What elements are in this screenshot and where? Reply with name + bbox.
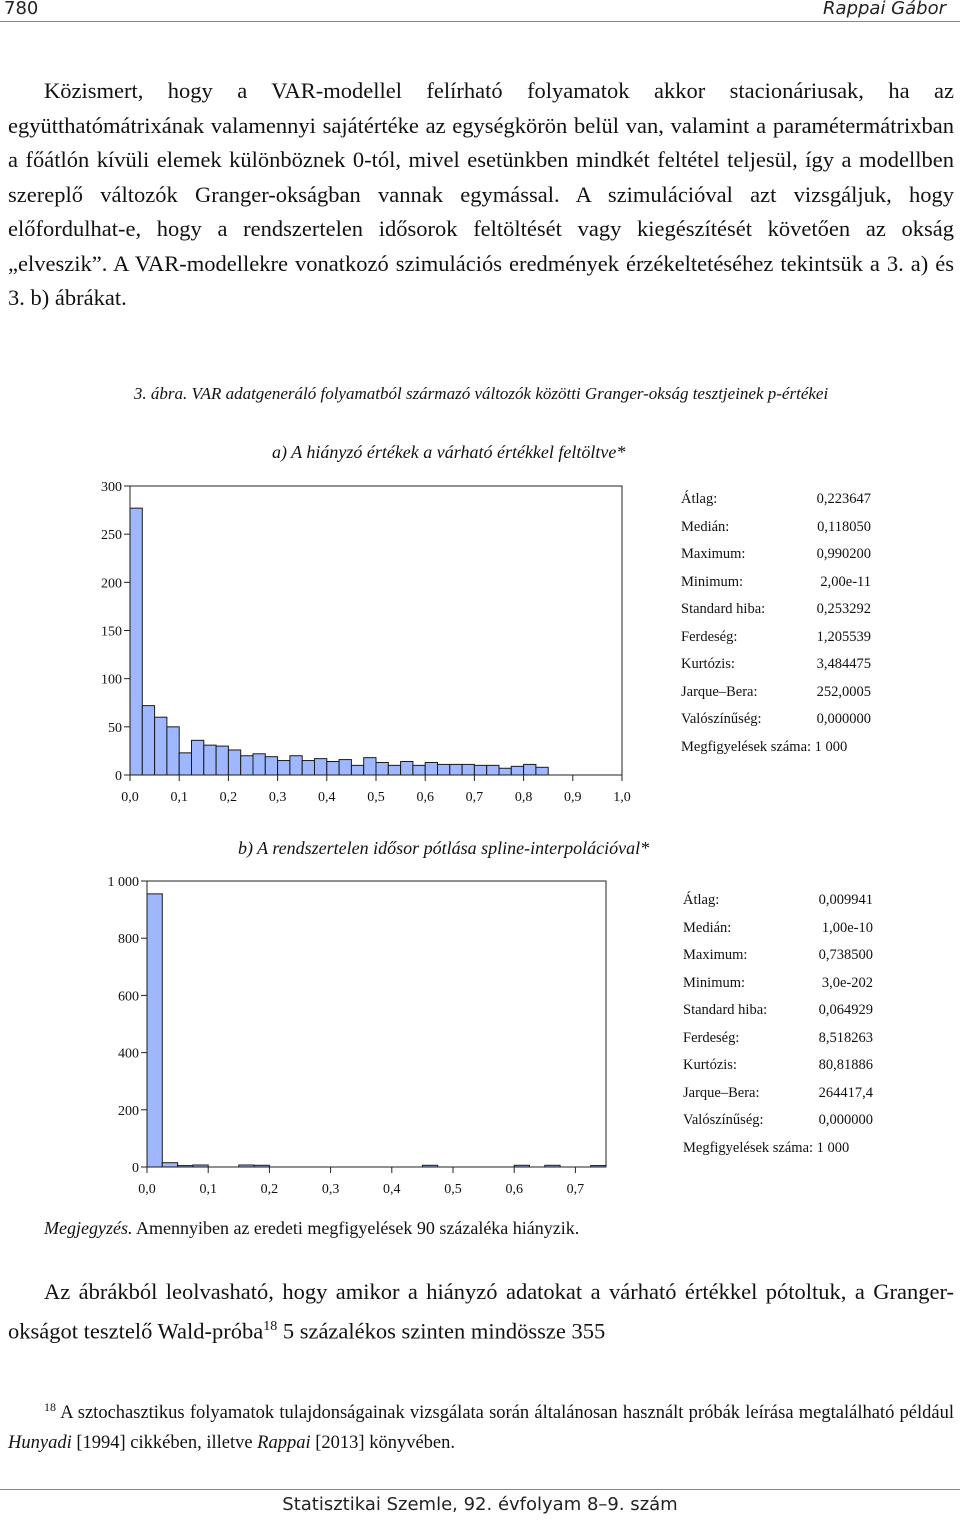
stat-label: Maximum: xyxy=(683,947,748,963)
y-tick-label: 400 xyxy=(118,1046,139,1062)
stat-label: Jarque–Bera: xyxy=(683,1084,760,1101)
y-tick-label: 250 xyxy=(101,528,122,544)
stat-label: Medián: xyxy=(681,518,730,535)
y-tick-label: 800 xyxy=(118,932,139,948)
stat-value: 0,118050 xyxy=(817,518,871,535)
stat-row xyxy=(681,491,871,519)
x-tick-label: 0,2 xyxy=(219,790,238,805)
x-tick-label: 0,4 xyxy=(383,1182,401,1197)
footnote-number: 18 xyxy=(44,1400,56,1414)
y-tick-label: 100 xyxy=(101,672,122,688)
x-tick-label: 0,5 xyxy=(367,790,385,805)
stat-label: Standard hiba: xyxy=(681,601,766,617)
y-tick-label: 50 xyxy=(108,720,122,736)
stat-label: Átlag: xyxy=(683,892,720,908)
body-paragraph-1 xyxy=(8,74,954,316)
x-tick-label: 0,4 xyxy=(318,790,336,805)
stat-label: Jarque–Bera: xyxy=(681,683,758,700)
y-tick-label: 300 xyxy=(101,480,122,495)
histogram-bar xyxy=(450,764,462,775)
histogram-bar xyxy=(401,762,413,775)
stat-row xyxy=(683,1140,873,1168)
histogram-bar xyxy=(167,727,179,775)
histogram-bar xyxy=(147,894,162,1167)
footnote-text-c: [2013] könyvében. xyxy=(310,1433,455,1454)
histogram-bar xyxy=(192,740,204,775)
stat-row xyxy=(681,656,871,684)
stat-row xyxy=(681,574,871,602)
histogram-bar xyxy=(239,1165,254,1167)
x-tick-label: 0,2 xyxy=(260,1182,279,1197)
histogram-bar xyxy=(339,760,351,775)
histogram-bar xyxy=(179,753,191,775)
x-tick-label: 0,1 xyxy=(170,790,188,805)
stat-row xyxy=(681,711,871,739)
histogram-bar xyxy=(142,706,154,775)
plot-frame xyxy=(130,486,622,775)
stat-value: 0,738500 xyxy=(818,947,873,963)
stat-row xyxy=(683,1112,873,1140)
histogram-bar xyxy=(388,765,400,775)
y-tick-label: 0 xyxy=(132,1161,139,1176)
x-tick-label: 0,3 xyxy=(321,1182,340,1197)
y-tick-label: 600 xyxy=(118,989,139,1005)
stat-row xyxy=(681,629,871,657)
x-tick-label: 1,0 xyxy=(613,790,631,805)
paragraph-text: Közismert, hogy a VAR-modellel felírható folyamatok akkor stacionáriusak, ha az együtthatómátrixának valamennyi sajátértéke az egységkörön belül van, valamint a paramétermátrixban a főátlón kívüli elemek különböznek 0-tól, mivel esetünkben mindkét feltétel teljesül, így a modellben szereplő változók Granger-okságban vannak egymással. A szimulációval azt vizsgáljuk, hogy előfordulhat-e, hogy a rendszertelen idősorok feltöltését vagy kiegészítését követően az okság „elveszik”. A VAR-modellekre vonatkozó szimulációs eredmények érzékeltetéséhez tekintsük a 3. a) és 3. b) ábrákat. xyxy=(8,78,954,310)
histogram-bar xyxy=(241,756,253,775)
x-tick-label: 0,6 xyxy=(416,790,434,805)
stat-value: 0,000000 xyxy=(818,1112,873,1128)
figure-note xyxy=(44,1218,579,1239)
x-tick-label: 0,0 xyxy=(121,790,139,805)
histogram-bar xyxy=(487,765,499,775)
histogram-bar xyxy=(413,765,425,775)
stat-value: 1,205539 xyxy=(816,628,871,645)
stat-label: Valószínűség: xyxy=(681,711,762,727)
header-rule xyxy=(0,21,960,22)
histogram-bar xyxy=(265,757,277,775)
histogram-bar xyxy=(438,764,450,775)
footnote-ref: 18 xyxy=(263,1318,278,1334)
figure-caption: 3. ábra. VAR adatgeneráló folyamatból származó változók közötti Granger-okság tesztjeinek p-értékei xyxy=(133,384,829,403)
footnote-text-a: A sztochasztikus folyamatok tulajdonságainak vizsgálata során általánosan használt próbák leírása megtalálható például xyxy=(56,1403,954,1424)
y-tick-label: 0 xyxy=(115,769,122,784)
histogram-bar xyxy=(376,762,388,775)
stat-row xyxy=(683,1030,873,1058)
histogram-bar xyxy=(425,762,437,775)
stat-row xyxy=(683,920,873,948)
histogram-bar xyxy=(155,717,167,775)
stat-value: 1,00e-10 xyxy=(821,919,873,936)
histogram-bar xyxy=(364,758,376,775)
stat-label: Megfigyelések száma: 1 000 xyxy=(683,1139,850,1156)
histogram-b xyxy=(0,865,660,1205)
stat-label: Minimum: xyxy=(681,573,744,590)
stat-label: Valószínűség: xyxy=(683,1112,764,1128)
stat-row xyxy=(683,1085,873,1113)
histogram-bar xyxy=(290,756,302,775)
stat-label: Maximum: xyxy=(681,546,746,562)
stat-row xyxy=(681,739,871,767)
stat-row xyxy=(683,1057,873,1085)
histogram-bar xyxy=(351,765,363,775)
histogram-bar xyxy=(253,754,265,775)
stat-label: Átlag: xyxy=(681,491,718,507)
note-label: Megjegyzés. xyxy=(44,1218,133,1238)
histogram-bar xyxy=(524,764,536,775)
stat-row xyxy=(683,892,873,920)
footer-rule xyxy=(0,1489,960,1490)
histogram-bar xyxy=(536,767,548,775)
stat-label: Ferdeség: xyxy=(681,628,738,645)
x-tick-label: 0,5 xyxy=(444,1182,462,1197)
stat-value: 3,484475 xyxy=(816,656,871,672)
plot-frame xyxy=(147,881,606,1167)
stat-value: 0,064929 xyxy=(818,1002,873,1018)
histogram-bar xyxy=(130,508,142,775)
page-header xyxy=(0,0,960,28)
stat-row xyxy=(681,601,871,629)
panel-b-title: b) A rendszertelen idősor pótlása spline-interpolációval* xyxy=(238,838,650,858)
histogram-bar xyxy=(474,765,486,775)
stat-value: 8,518263 xyxy=(818,1029,873,1046)
histogram-bar xyxy=(302,761,314,775)
footnote-author-1: Hunyadi xyxy=(8,1433,72,1454)
histogram-bar xyxy=(327,762,339,775)
stat-row xyxy=(681,684,871,712)
stat-value: 0,000000 xyxy=(816,711,871,727)
stat-value: 0,223647 xyxy=(816,491,871,507)
x-tick-label: 0,0 xyxy=(138,1182,156,1197)
histogram-bar xyxy=(422,1165,437,1167)
stat-value: 0,990200 xyxy=(816,546,871,562)
y-tick-label: 150 xyxy=(101,624,122,640)
page-footer: Statisztikai Szemle, 92. évfolyam 8–9. szám xyxy=(282,1494,678,1515)
stat-label: Ferdeség: xyxy=(683,1029,740,1046)
footnote-text-b: [1994] cikkében, illetve xyxy=(71,1433,258,1454)
histogram-bar xyxy=(178,1166,193,1167)
histogram-bar xyxy=(216,746,228,775)
panel-a-title: a) A hiányzó értékek a várható értékkel feltöltve* xyxy=(272,442,626,462)
x-tick-label: 0,1 xyxy=(199,1182,217,1197)
stats-table-b xyxy=(683,892,873,1167)
footnote xyxy=(8,1392,954,1458)
y-tick-label: 1 000 xyxy=(107,875,139,890)
stat-value: 80,81886 xyxy=(818,1057,873,1073)
histogram-bar xyxy=(193,1165,208,1167)
histogram-bar xyxy=(254,1165,269,1167)
note-text: Amennyiben az eredeti megfigyelések 90 százaléka hiányzik. xyxy=(132,1218,580,1238)
stat-row xyxy=(683,947,873,975)
paragraph2-text-a: Az ábrákból leolvasható, hogy amikor a hiányzó adatokat a várható értékkel pótoltuk, a Granger-okságot tesztelő Wald-próba xyxy=(8,1279,954,1343)
histogram-bar xyxy=(511,766,523,775)
paragraph2-text-b: 5 százalékos szinten mindössze 355 xyxy=(277,1318,606,1343)
stat-row xyxy=(683,1002,873,1030)
stat-label: Kurtózis: xyxy=(683,1057,737,1073)
page-number: 780 xyxy=(4,0,39,19)
histogram-bar xyxy=(315,759,327,775)
stat-value: 3,0e-202 xyxy=(821,974,873,991)
paragraph-text-2 xyxy=(8,1275,954,1349)
body-paragraph-2 xyxy=(8,1275,954,1349)
stat-value: 252,0005 xyxy=(816,683,871,700)
histogram-a xyxy=(0,470,660,815)
histogram-bar xyxy=(499,768,511,775)
y-tick-label: 200 xyxy=(118,1103,139,1119)
footnote-author-2: Rappai xyxy=(257,1433,311,1454)
stat-value: 0,253292 xyxy=(816,601,871,617)
x-tick-label: 0,9 xyxy=(564,790,582,805)
stats-table-a xyxy=(681,491,871,766)
stat-value: 264417,4 xyxy=(818,1084,873,1101)
histogram-bar xyxy=(204,745,216,775)
x-tick-label: 0,7 xyxy=(566,1182,585,1197)
y-tick-label: 200 xyxy=(101,576,122,592)
stat-label: Megfigyelések száma: 1 000 xyxy=(681,738,848,755)
histogram-bar xyxy=(228,750,240,775)
stat-label: Medián: xyxy=(683,919,732,936)
stat-value: 2,00e-11 xyxy=(820,573,871,590)
x-tick-label: 0,3 xyxy=(268,790,287,805)
stat-row xyxy=(681,519,871,547)
stat-label: Minimum: xyxy=(683,974,746,991)
histogram-bar xyxy=(162,1163,177,1167)
stat-value: 0,009941 xyxy=(818,892,873,908)
histogram-bar xyxy=(545,1165,560,1167)
histogram-bar xyxy=(278,761,290,775)
x-tick-label: 0,6 xyxy=(505,1182,523,1197)
stat-label: Standard hiba: xyxy=(683,1002,768,1018)
x-tick-label: 0,7 xyxy=(465,790,484,805)
x-tick-label: 0,8 xyxy=(514,790,533,805)
histogram-bar xyxy=(591,1166,606,1167)
running-author: Rappai Gábor xyxy=(823,0,946,19)
stat-row xyxy=(683,975,873,1003)
histogram-bar xyxy=(462,764,474,775)
stat-label: Kurtózis: xyxy=(681,656,735,672)
stat-row xyxy=(681,546,871,574)
histogram-bar xyxy=(514,1165,529,1167)
